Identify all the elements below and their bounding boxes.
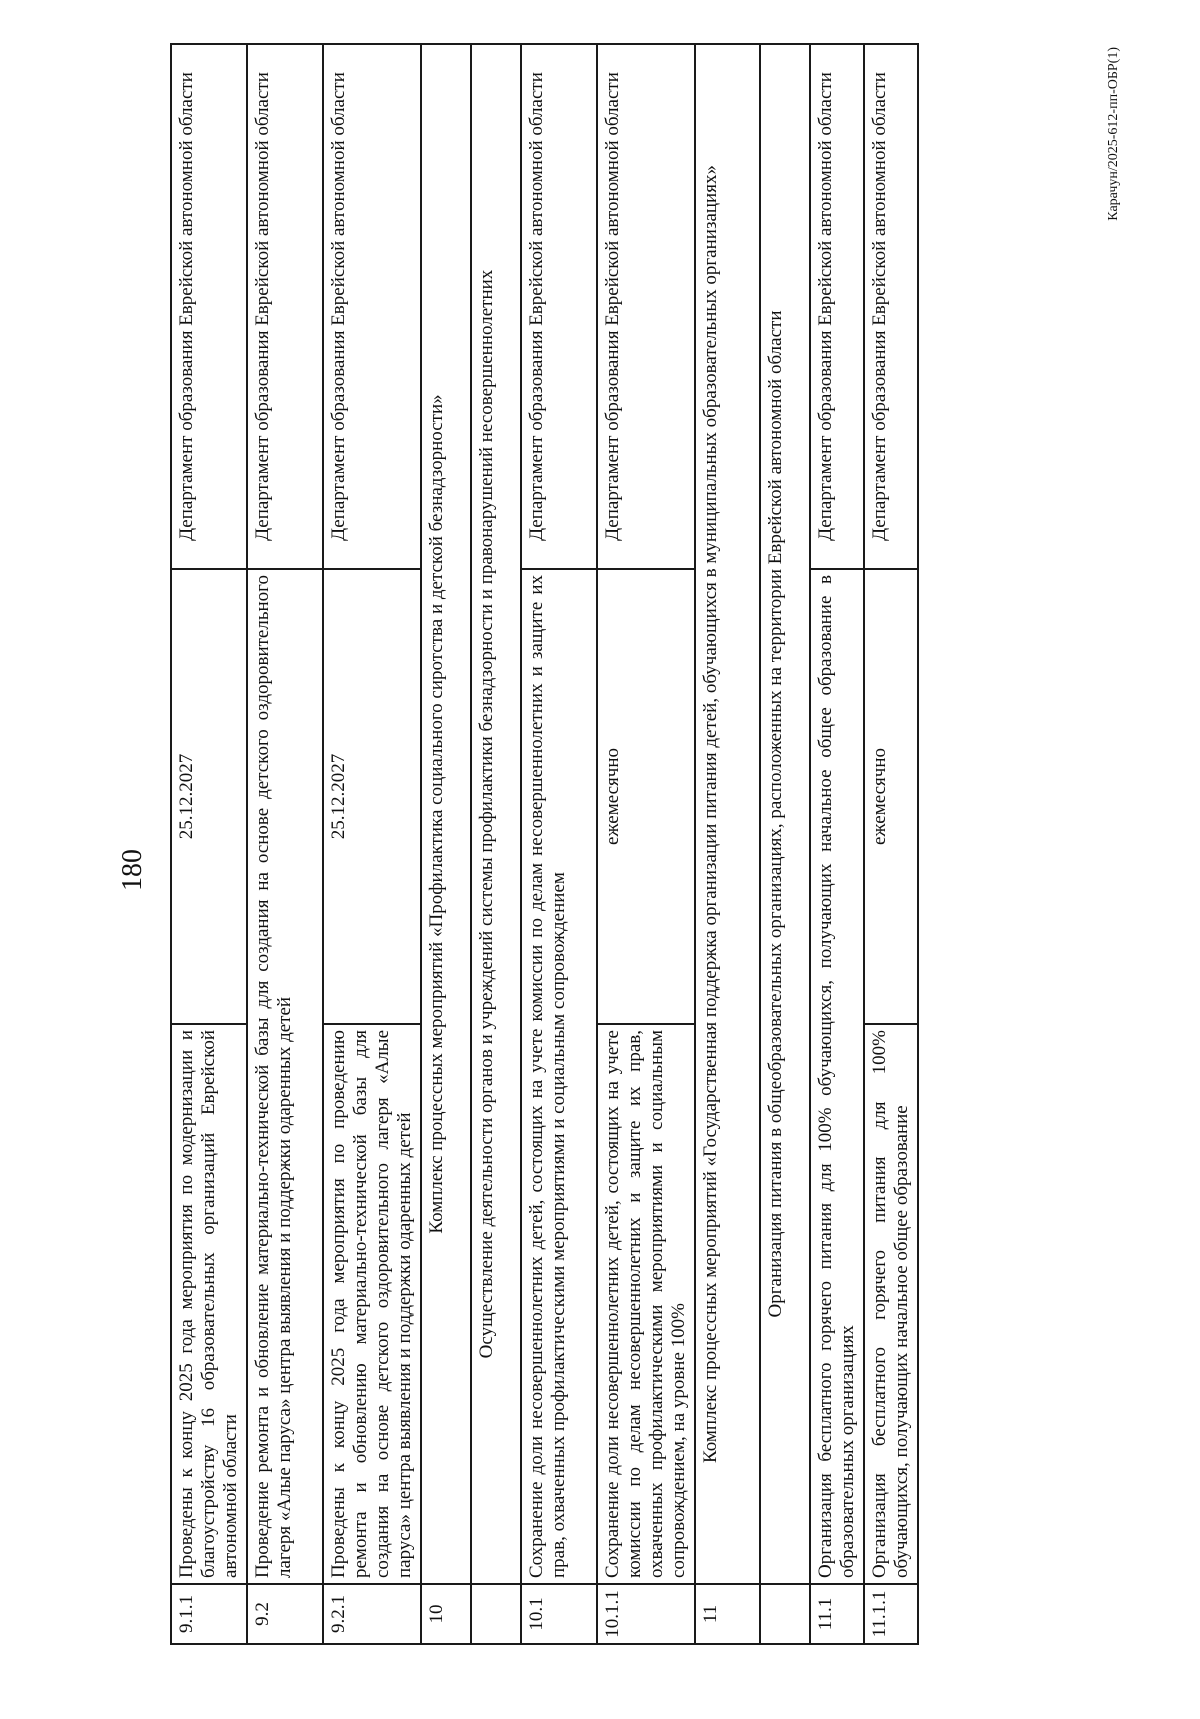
measure-name: Организация бесплатного горячего питания для 100% обучающихся, получающих начальное общее образование <box>864 1024 918 1584</box>
responsible-executor: Департамент образования Еврейской автономной области <box>597 44 695 569</box>
table-row <box>810 44 864 1644</box>
row-number: 9.2 <box>247 1584 323 1644</box>
deadline: 25.12.2027 <box>171 569 247 1024</box>
table-row <box>864 44 918 1644</box>
row-number: 10.1 <box>521 1584 597 1644</box>
measure-name: Проведены к концу 2025 года мероприятия по модернизации и благоустройству 16 образовательных организаций Еврейской автономной области <box>171 1024 247 1584</box>
measure-name: Сохранение доли несовершеннолетних детей, состоящих на учете комиссии по делам несовершеннолетних и защите их прав, охваченных профилактическими мероприятиями и социальным сопровождением <box>521 569 597 1584</box>
responsible-executor: Департамент образования Еврейской автономной области <box>810 44 864 569</box>
document-footer-code: Карачун/2025-612-пп-ОБР(1) <box>1106 47 1121 221</box>
section-heading: Комплекс процессных мероприятий «Государственная поддержка организации питания детей, обучающихся в муниципальных образовательных организациях» <box>695 44 760 1584</box>
measure-name: Проведены к концу 2025 года мероприятия по проведению ремонта и обновлению материально-технической базы для создания на основе детского оздоровительного лагеря «Алые паруса» центра выявления и поддержки одаренных детей <box>323 1024 421 1584</box>
table-row <box>597 44 695 1644</box>
row-number <box>471 1584 521 1644</box>
table-row-section <box>471 44 521 1644</box>
measures-table <box>170 43 919 1645</box>
table-row-section <box>760 44 810 1644</box>
deadline: 25.12.2027 <box>323 569 421 1024</box>
section-heading: Комплекс процессных мероприятий «Профилактика социального сиротства и детской безнадзорности» <box>421 44 471 1584</box>
responsible-executor: Департамент образования Еврейской автономной области <box>521 44 597 569</box>
row-number <box>760 1584 810 1644</box>
row-number: 10 <box>421 1584 471 1644</box>
responsible-executor: Департамент образования Еврейской автономной области <box>247 44 323 569</box>
responsible-executor: Департамент образования Еврейской автономной области <box>323 44 421 569</box>
row-number: 9.1.1 <box>171 1584 247 1644</box>
table-row <box>247 44 323 1644</box>
table-row <box>521 44 597 1644</box>
subsection-heading: Осуществление деятельности органов и учреждений системы профилактики безнадзорности и правонарушений несовершеннолетних <box>471 44 521 1584</box>
responsible-executor: Департамент образования Еврейской автономной области <box>171 44 247 569</box>
subsection-heading: Организация питания в общеобразовательных организациях, расположенных на территории Еврейской автономной области <box>760 44 810 1584</box>
responsible-executor: Департамент образования Еврейской автономной области <box>864 44 918 569</box>
table-row <box>171 44 247 1644</box>
measure-name: Организация бесплатного горячего питания для 100% обучающихся, получающих начальное общее образование в образовательных организациях <box>810 569 864 1584</box>
row-number: 11.1 <box>810 1584 864 1644</box>
measure-name: Проведение ремонта и обновление материально-технической базы для создания на основе детского оздоровительного лагеря «Алые паруса» центра выявления и поддержки одаренных детей <box>247 569 323 1584</box>
row-number: 10.1.1 <box>597 1584 695 1644</box>
table-row-section <box>695 44 760 1644</box>
table-row-section <box>421 44 471 1644</box>
deadline: ежемесячно <box>597 569 695 1024</box>
measure-name: Сохранение доли несовершеннолетних детей, состоящих на учете комиссии по делам несовершеннолетних и защите их прав, охваченных профилактическими мероприятиями и социальным сопровождением, на уровне 100% <box>597 1024 695 1584</box>
row-number: 9.2.1 <box>323 1584 421 1644</box>
row-number: 11 <box>695 1584 760 1644</box>
page-number: 180 <box>117 849 148 891</box>
rotated-page-content <box>115 45 1135 1645</box>
row-number: 11.1.1 <box>864 1584 918 1644</box>
deadline: ежемесячно <box>864 569 918 1024</box>
table-row <box>323 44 421 1644</box>
